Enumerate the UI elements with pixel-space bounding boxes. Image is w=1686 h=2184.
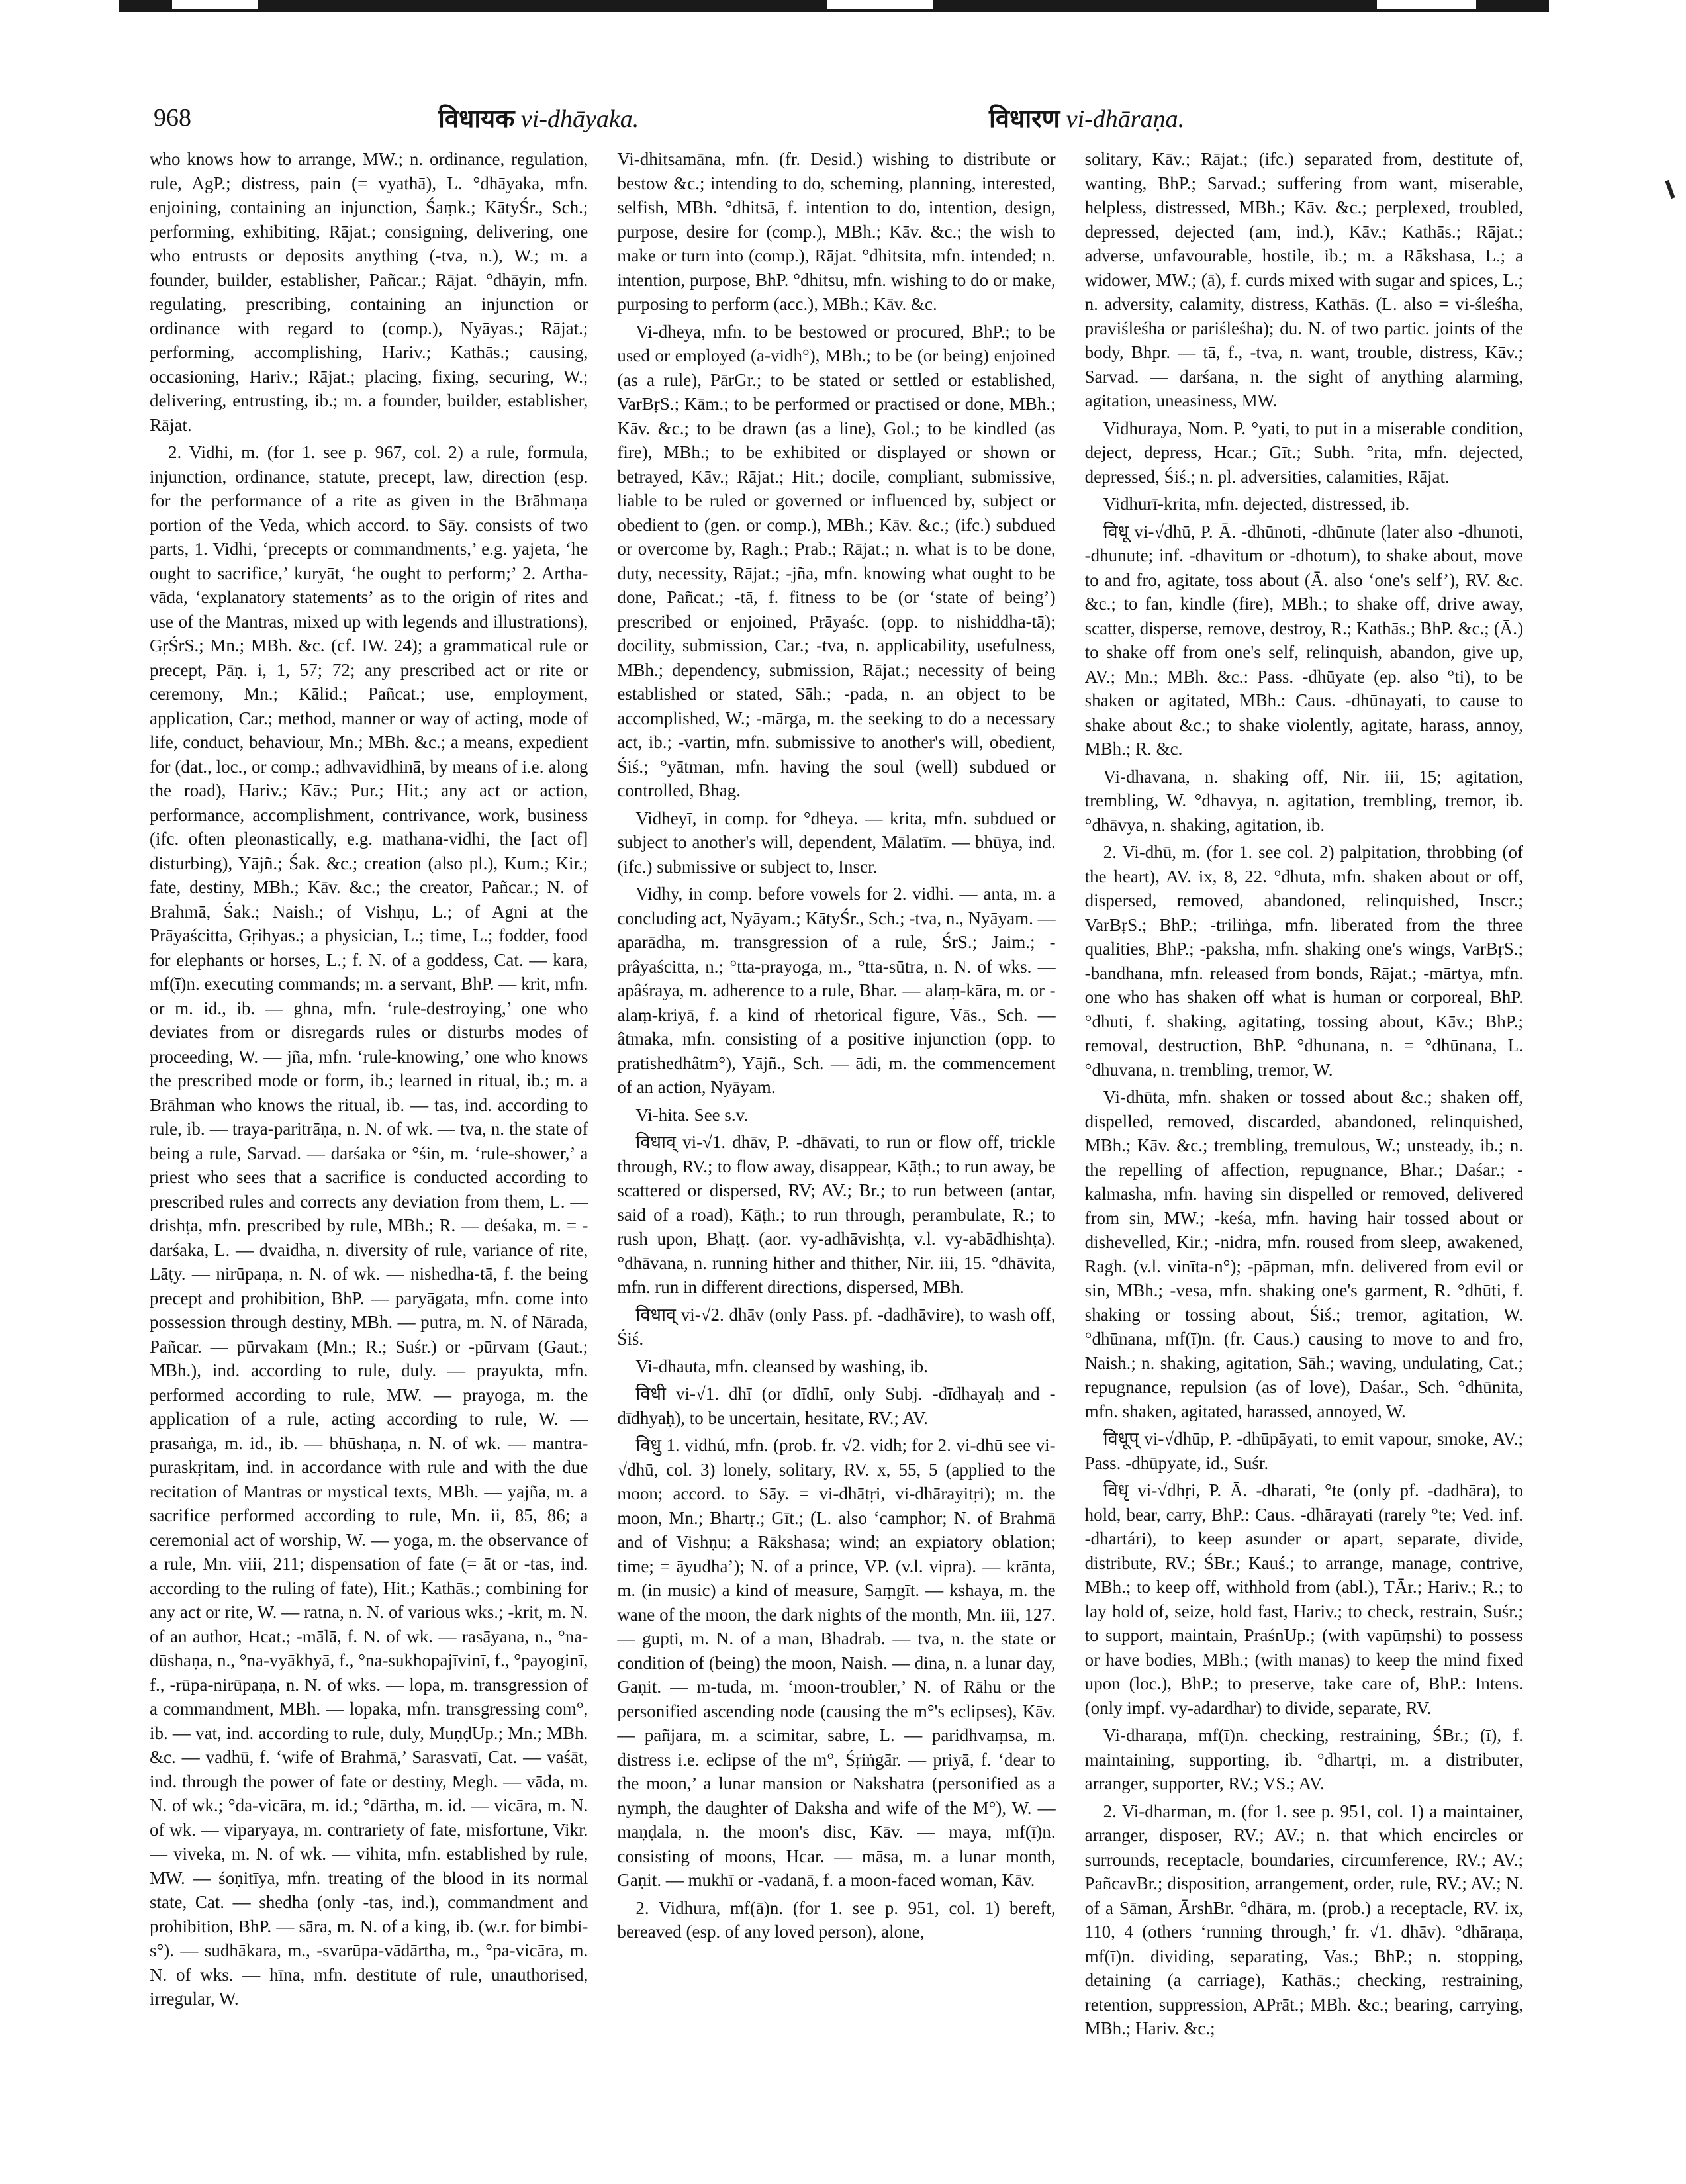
dictionary-entry: solitary, Kāv.; Rājat.; (ifc.) separated from, destitute of, wanting, BhP.; Sarvad.; suffering from want, miserable, helpless, distressed, MBh.; Kāv. &c.; perplexed, troubled, depressed, dejected (am, ind.), Kāv.; Kathās.; Rājat.; adverse, unfavourable, hostile, ib.; m. a Rākshasa, L.; a widower, MW.; (ā), f. curds mixed with sugar and spices, L.; n. adversity, calamity, distress, Kathās. (L. also = vi-śleśha, praviśleśha or pariśleśha); du. N. of two partic. joints of the body, Bhpr. — tā, f., -tva, n. want, trouble, distress, Kāv.; Sarvad. — darśana, n. the sight of anything alarming, agitation, uneasiness, MW. [1084, 149, 1523, 410]
column-middle [617, 147, 1055, 2146]
dictionary-entry: विधाव् vi-√1. dhāv, P. -dhāvati, to run or flow off, trickle through, RV.; to flow away, disappear, Kāṭh.; to run away, be scattered or dispersed, RV; AV.; Br.; to run between (antar, said of a road), Kāṭh.; to run through, perambulate, R.; to rush upon, Bhaṭṭ. (aor. vy-adhāvishṭa, v.l. vy-abādhishṭa). °dhāvana, n. running hither and thither, Nir. iii, 15. °dhāvita, mfn. run in different directions, dispersed, MBh. [617, 1132, 1056, 1297]
guide-word-left [438, 101, 639, 135]
dictionary-entry: Vi-dheya, mfn. to be bestowed or procured, BhP.; to be used or employed (a-vidh°), MBh.; to be (or being) enjoined (as a rule), PārGr.; to be stated or settled or established, VarBṛS.; Kām.; to be performed or practised or done, MBh.; Kāv. &c.; to be drawn (as a line), Gol.; to be kindled (as fire), MBh.; to be exhibited or displayed or shown or betrayed, Kāv.; Rājat.; Hit.; docile, compliant, submissive, liable to be ruled or governed or influenced by, subject or obedient to (gen. or comp.), MBh.; Kāv. &c.; (ifc.) subdued or overcome by, Ragh.; Prab.; Rājat.; n. what is to be done, duty, necessity, Rājat.; -jña, mfn. knowing what ought to be done, Pañcat.; -tā, f. fitness to be (or ‘state of being’) prescribed or enjoined, Prāyaśc. (opp. to nishiddha-tā); docility, submission, Car.; -tva, n. applicability, usefulness, MBh.; dependency, submission, Rājat.; necessity of being established or stated, Sāh.; -pada, n. an object to be accomplished, W.; -mārga, m. the seeking to do a necessary act, ib.; -vartin, mfn. submissive to another's will, obedient, Śiś.; °yātman, mfn. having the soul (well) subdued or controlled, Bhag. [617, 321, 1056, 800]
dictionary-entry: विधृ vi-√dhṛi, P. Ā. -dharati, °te (only pf. -dadhāra), to hold, bear, carry, BhP.: Caus. -dhārayati (rarely °te; Ved. inf. -dhartári), to keep asunder or apart, separate, divide, distribute, RV.; ŚBr.; Kauś.; to arrange, manage, contrive, MBh.; to keep off, withhold from (abl.), TĀr.; Hariv.; R.; to lay hold of, seize, hold fast, Hariv.; to check, restrain, Suśr.; to support, maintain, PraśnUp.; (with vapūṃshi) to possess or have bodies, MBh.; (with manas) to keep the mind fixed upon (loc.), BhP.; to preserve, take care of, BhP.: Intens. (only impf. vy-adardhar) to divide, separate, RV. [1084, 1480, 1523, 1718]
column-left [150, 147, 588, 2146]
page-number: 968 [154, 104, 191, 132]
dictionary-entry: Vidhuraya, Nom. P. °yati, to put in a miserable condition, deject, depress, Hcar.; Gīt.; Subh. °rita, mfn. dejected, depressed, Śiś.; n. pl. adversities, calamities, Rājat. [1084, 418, 1523, 487]
dictionary-entry: Vi-dhitsamāna, mfn. (fr. Desid.) wishing to distribute or bestow &c.; intending to do, scheming, planning, interested, selfish, MBh. °dhitsā, f. intention to do, intention, design, purpose, desire for (comp.), MBh.; Kāv. &c.; the wish to make or turn into (comp.), Rājat. °dhitsita, mfn. intended; n. intention, purpose, BhP. °dhitsu, mfn. wishing to do or make, purposing to perform (acc.), MBh.; Kāv. &c. [617, 149, 1056, 314]
guide-word-left-devanagari: विधायक [438, 104, 515, 133]
dictionary-entry: विधाव् vi-√2. dhāv (only Pass. pf. -dadhāvire), to wash off, Śiś. [617, 1304, 1056, 1349]
guide-word-right [989, 101, 1184, 135]
dictionary-entry: Vi-hita. See s.v. [635, 1104, 749, 1125]
dictionary-entry: 2. Vidhi, m. (for 1. see p. 967, col. 2) a rule, formula, injunction, ordinance, statute, precept, law, direction (esp. for the performance of a rite as given in the Brāhmaṇa portion of the Veda, which accord. to Sāy. consists of two parts, 1. Vidhi, ‘precepts or commandments,’ e.g. yajeta, ‘he ought to sacrifice,’ kuryāt, ‘he ought to perform;’ 2. Artha-vāda, ‘explanatory statements’ as to the origin of rites and use of the Mantras, mixed up with legends and illustrations), GṛŚrS.; Mn.; MBh. &c. (cf. IW. 24); a grammatical rule or precept, Pāṇ. i, 1, 57; 72; any prescribed act or rite or ceremony, Mn.; Kālid.; Pañcat.; use, employment, application, Car.; method, manner or way of acting, mode of life, conduct, behaviour, Mn.; MBh. &c.; a means, expedient for (dat., loc., or comp.; adhvavidhinā, by means of i.e. along the road), Hariv.; Kāv.; Pur.; Hit.; any act or action, performance, accomplishment, contrivance, work, business (ifc. often pleonastically, e.g. mathana-vidhi, the [act of] disturbing), Yājñ.; Śak. &c.; creation (also pl.), Kum.; Kir.; fate, destiny, MBh.; Kāv. &c.; the creator, Pañcar.; N. of Brahmā, Śak.; Naish.; of Vishṇu, L.; of Agni at the Prāyaścitta, Gṛihyas.; a physician, L.; time, L.; fodder, food for elephants or horses, L.; f. N. of a goddess, Cat. — kara, mf(ī)n. executing commands; m. a servant, BhP. — krit, mfn. or m. id., ib. — ghna, mfn. ‘rule-destroying,’ one who deviates from or disregards rules or disturbs modes of proceeding, W. — jña, mfn. ‘rule-knowing,’ one who knows the prescribed mode or form, ib.; learned in ritual, ib.; m. a Brāhman who knows the ritual, ib. — tas, ind. according to rule, ib. — traya-paritrāṇa, n. N. of wk. — tva, n. the state of being a rule, Sarvad. — darśaka or °śin, m. ‘rule-shower,’ a priest who sees that a sacrifice is conducted according to prescribed rules and corrects any deviation from them, L. — drishṭa, mfn. prescribed by rule, MBh.; R. — deśaka, m. = -darśaka, L. — dvaidha, n. diversity of rule, variance of rite, Lāṭy. — nirūpaṇa, n. N. of wk. — nishedha-tā, f. the being precept and prohibition, BhP. — paryāgata, mfn. come into possession through destiny, MBh. — putra, m. N. of Nārada, Pañcar. — pūrvakam (Mn.; R.; Suśr.) or -pūrvam (Gaut.; MBh.), ind. according to rule, duly. — prayukta, mfn. performed according to rule, MW. — prayoga, m. the application of a rule, acting according to rule, W. — prasaṅga, m. id., ib. — bhūshaṇa, n. N. of wk. — mantra-puraskṛitam, ind. in accordance with rule and with the due recitation of Mantras or mystical texts, MBh. — yajña, m. a sacrifice performed according to rule, Mn. ii, 85, 86; a ceremonial act of worship, W. — yoga, m. the observance of a rule, Mn. viii, 211; dispensation of fate (= āt or -tas, ind. according to the ruling of fate), Hit.; Kathās.; combining for any act or rite, W. — ratna, n. N. of various wks.; -krit, m. N. of an author, Hcat.; -mālā, f. N. of wk. — rasāyana, n., °na-dūshaṇa, n., °na-vyākhyā, f., °na-sukhopajīvinī, f., °payoginī, f., -rūpa-nirūpaṇa, n. N. of wks. — lopa, m. transgression of a commandment, MBh. — lopaka, mfn. transgressing com°, ib. — vat, ind. according to rule, duly, MuṇḍUp.; Mn.; MBh. &c. — vadhū, f. ‘wife of Brahmā,’ Sarasvatī, Cat. — vaśāt, ind. through the power of fate or destiny, Megh. — vāda, m. N. of wk.; °da-vicāra, m. id.; °dārtha, m. id. — vicāra, m. N. of wk. — viparyaya, m. contrariety of fate, misfortune, Vikr. — viveka, m. N. of wk. — vihita, mfn. established by rule, MW. — śoṇitīya, mfn. treating of the blood in its normal state, Cat. — shedha (only -tas, ind.), commandment and prohibition, BhP. — sāra, m. N. of a king, ib. (w.r. for bimbi-s°). — sudhākara, m., -svarūpa-vādārtha, m., °pa-vicāra, m. N. of wks. — hīna, mfn. destitute of rule, unauthorised, irregular, W. [150, 442, 588, 2009]
scan-top-edge [0, 0, 1686, 19]
column-right [1085, 147, 1523, 2146]
dictionary-entry: विधू vi-√dhū, P. Ā. -dhūnoti, -dhūnute (later also -dhunoti, -dhunute; inf. -dhavitum or -dhotum), to shake about, move to and fro, agitate, toss about (Ā. also ‘one's self’), RV. &c. &c.; to fan, kindle (fire), MBh.; to shake off, drive away, scatter, disperse, remove, destroy, R.; Kathās.; BhP. &c.; (Ā.) to shake off from one's self, relinquish, abandon, give up, AV.; Mn.; MBh. &c.: Pass. -dhūyate (ep. also °ti), to be shaken or agitated, MBh.: Caus. -dhūnayati, to cause to shake about &c.; to shake violently, agitate, harass, annoy, MBh.; R. &c. [1084, 521, 1523, 759]
dictionary-entry: Vidheyī, in comp. for °dheya. — krita, mfn. subdued or subject to another's will, dependent, Mālatīm. — bhūya, ind. (ifc.) submissive or subject to, Inscr. [617, 808, 1056, 877]
dictionary-entry: 2. Vi-dharman, m. (for 1. see p. 951, col. 1) a maintainer, arranger, disposer, RV.; AV.; n. that which encircles or surrounds, receptacle, boundaries, circumference, RV.; AV.; PañcavBr.; disposition, arrangement, order, rule, RV.; AV.; N. of a Sāman, ĀrshBr. °dhāra, m. (prob.) a receptacle, RV. ix, 110, 4 (others ‘running through,’ fr. √1. dhāv). °dhāraṇa, mf(ī)n. dividing, separating, Vas.; BhP.; n. stopping, detaining (a carriage), Kathās.; checking, restraining, retention, suppression, APrāt.; MBh. &c.; bearing, carrying, MBh.; Hariv. &c.; [1084, 1801, 1523, 2038]
margin-mark [1665, 180, 1675, 199]
dictionary-entry: 2. Vi-dhū, m. (for 1. see col. 2) palpitation, throbbing (of the heart), AV. ix, 8, 22. °dhuta, mfn. shaken about or off, dispersed, removed, abandoned, relinquished, Inscr.; VarBṛS.; BhP.; -triliṅga, mfn. liberated from the three qualities, BhP.; -paksha, mfn. shaking one's wings, VarBṛS.; -bandhana, mfn. released from bonds, Rājat.; -mārtya, mfn. one who has shaken off what is human or corporeal, BhP. °dhuti, f. shaking, agitating, tossing about, Kāv.; BhP.; removal, destruction, BhP. °dhunana, n. = °dhūnana, L. °dhuvana, n. trembling, tremor, W. [1084, 842, 1523, 1080]
dictionary-entry: 2. Vidhura, mf(ā)n. (for 1. see p. 951, col. 1) bereft, bereaved (esp. of any loved person), alone, [617, 1897, 1056, 1942]
dictionary-entry: who knows how to arrange, MW.; n. ordinance, regulation, rule, AgP.; distress, pain (= vyathā), L. °dhāyaka, mfn. enjoining, containing an injunction, Śaṃk.; KātyŚr., Sch.; performing, exhibiting, Rājat.; consigning, delivering, one who entrusts or deposits anything (-tva, n.), W.; m. a founder, builder, establisher, Pañcar.; Rājat. °dhāyin, mfn. regulating, prescribing, containing an injunction or ordinance with regard to (comp.), Nyāyas.; Rājat.; performing, accomplishing, Hariv.; Kathās.; causing, occasioning, Hariv.; Rājat.; placing, fixing, securing, W.; delivering, entrusting, ib.; m. a founder, builder, establisher, Rājat. [150, 149, 588, 435]
guide-word-right-devanagari: विधारण [989, 104, 1060, 133]
dictionary-entry: विधूप् vi-√dhūp, P. -dhūpāyati, to emit vapour, smoke, AV.; Pass. -dhūpyate, id., Suśr. [1084, 1429, 1523, 1473]
dictionary-entry: Vi-dhūta, mfn. shaken or tossed about &c.; shaken off, dispelled, removed, discarded, abandoned, relinquished, MBh.; Kāv. &c.; trembling, tremulous, W.; unsteady, ib.; n. the repelling of affection, repugnance, Bhar.; Daśar.; -kalmasha, mfn. having sin dispelled or removed, delivered from sin, MW.; -keśa, mfn. having hair tossed about or dishevelled, Kir.; -nidra, mfn. roused from sleep, awakened, Ragh. (v.l. vinīta-n°); -pāpman, mfn. delivered from evil or sin, MBh.; -vesa, mfn. shaking one's garment, R. °dhūti, f. shaking or tossing about, Śiś.; tremor, agitation, W. °dhūnana, mf(ī)n. (fr. Caus.) causing to move to and fro, Naish.; n. shaking, agitation, Sāh.; waving, undulating, Cat.; repugnance, repulsion (as of love), Daśar., Sch. °dhūnita, mfn. shaken, agitated, harassed, annoyed, W. [1084, 1087, 1523, 1421]
dictionary-entry: Vi-dharaṇa, mf(ī)n. checking, restraining, ŚBr.; (ī), f. maintaining, supporting, ib. °dhartṛi, m. a distributer, arranger, supporter, RV.; VS.; AV. [1084, 1725, 1523, 1793]
dictionary-columns [150, 147, 1523, 2146]
guide-word-left-translit: vi-dhāyaka. [520, 105, 639, 133]
dictionary-entry: Vidhy, in comp. before vowels for 2. vidhi. — anta, m. a concluding act, Nyāyam.; KātyŚr., Sch.; -tva, n., Nyāyam. — aparādha, m. transgression of a rule, ŚrS.; Jaim.; -prâyaścitta, n.; °tta-prayoga, m., °tta-sūtra, n. N. of wks. — apâśraya, m. adherence to a rule, Bhar. — alaṃ-kāra, m. or -alaṃ-kriyā, f. a kind of rhetorical figure, Vās., Sch. — âtmaka, mfn. consisting of a positive injunction (opp. to pratishedhâtm°), Yājñ., Sch. — ādi, m. the commencement of an action, Nyāyam. [617, 884, 1056, 1097]
dictionary-entry: Vidhurī-krita, mfn. dejected, distressed, ib. [1103, 494, 1410, 514]
dictionary-entry: Vi-dhavana, n. shaking off, Nir. iii, 15; agitation, trembling, W. °dhavya, n. agitation, trembling, tremor, ib. °dhāvya, n. shaking, agitation, ib. [1084, 766, 1523, 835]
dictionary-entry: विधु 1. vidhú, mfn. (prob. fr. √2. vidh; for 2. vi-dhū see vi-√dhū, col. 3) lonely, solitary, RV. x, 55, 5 (applied to the moon; accord. to Sāy. = vi-dhātṛi, vi-dhārayitṛi); m. the moon, Mn.; Bhartṛ.; Gīt.; (L. also ‘camphor; N. of Brahmā and of Vishṇu; a Rākshasa; wind; an expiatory oblation; time; = āyudha’); N. of a prince, VP. (v.l. vipra). — krānta, m. (in music) a kind of measure, Saṃgīt. — kshaya, m. the wane of the moon, the dark nights of the month, Mn. iii, 127. — gupti, m. N. of a man, Bhadrab. — tva, n. the state or condition of (being) the moon, Naish. — dina, n. a lunar day, Gaṇit. — m-tuda, m. ‘moon-troubler,’ N. of Rāhu or the personified ascending node (causing the m°'s eclipses), Kāv. — pañjara, m. a scimitar, sabre, L. — paridhvaṃsa, m. distress i.e. eclipse of the m°, Śṛiṅgār. — priyā, f. ‘dear to the moon,’ a lunar mansion or Nakshatra (personified as a nymph, the daughter of Daksha and wife of the M°), W. — maṇḍala, n. the moon's disc, Kāv. — maya, mf(ī)n. consisting of moons, Hcar. — māsa, m. a lunar month, Gaṇit. — mukhī or -vadanā, f. a moon-faced woman, Kāv. [617, 1435, 1056, 1890]
dictionary-entry: विधी vi-√1. dhī (or dīdhī, only Subj. -dīdhayaḥ and -dīdhyaḥ), to be uncertain, hesitate, RV.; AV. [617, 1384, 1056, 1428]
guide-word-right-translit: vi-dhāraṇa. [1066, 105, 1185, 133]
dictionary-entry: Vi-dhauta, mfn. cleansed by washing, ib. [635, 1356, 928, 1376]
page-header [154, 98, 1519, 144]
